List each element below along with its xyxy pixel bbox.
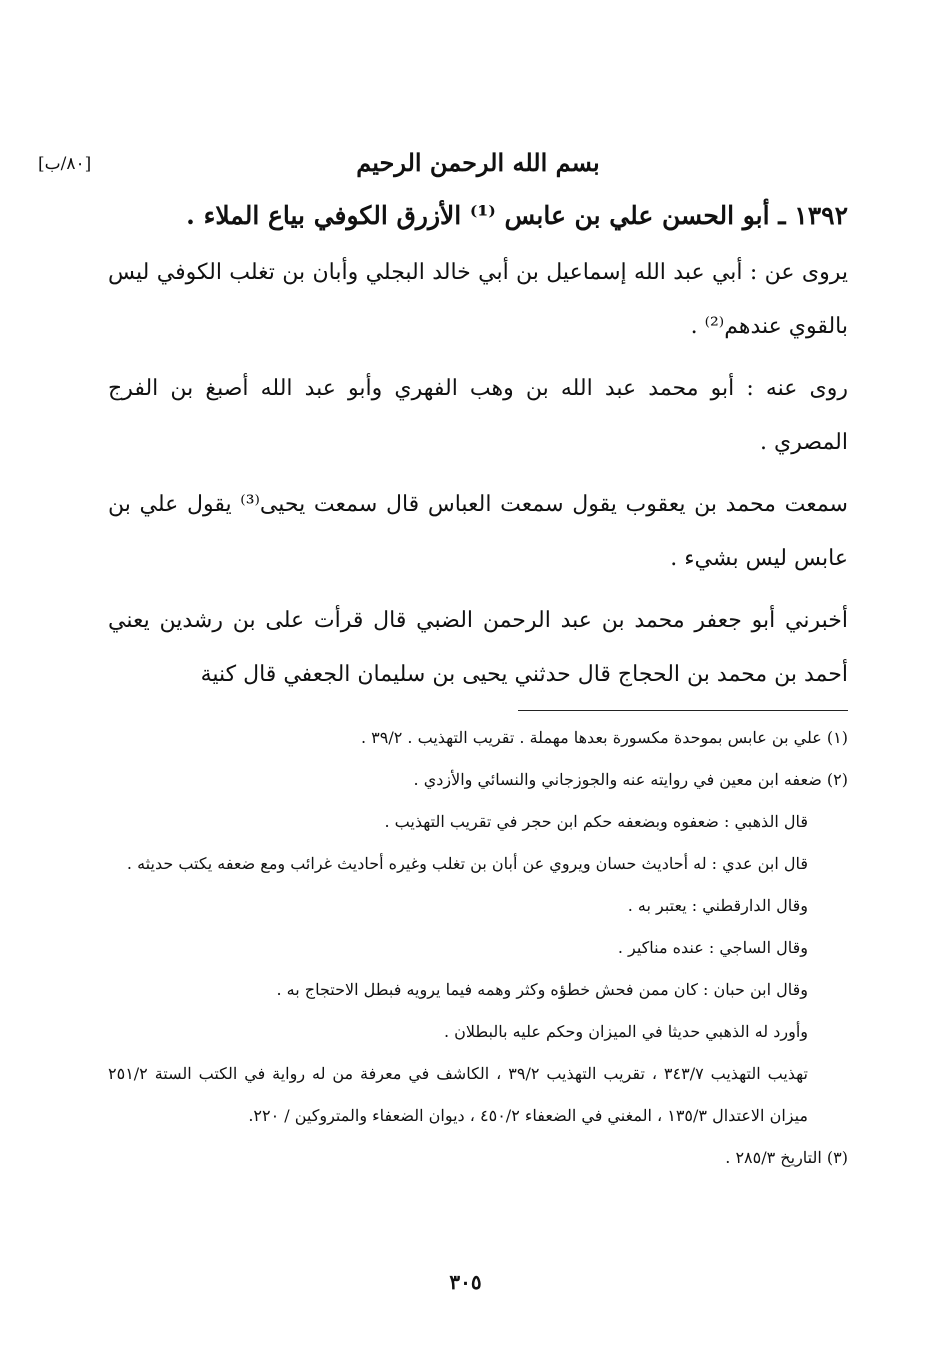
footnote-2: (٢) ضعفه ابن معين في روايته عنه والجوزجاني والنسائي والأزدي . <box>413 770 848 789</box>
footnote-2-ibn-adi: قال ابن عدي : له أحاديث حسان ويروي عن أبان بن تغلب وغيره أحاديث غرائب ومع ضعفه يكتب حديثه . <box>126 854 808 873</box>
footnote-2-saji: وقال الساجي : عنده مناكير . <box>617 938 808 957</box>
paragraph-yahya-statement: سمعت محمد بن يعقوب يقول سمعت العباس قال سمعت يحيى⁽³⁾ يقول علي بن عابس ليس بشيء . <box>108 492 848 571</box>
page-header <box>38 140 848 186</box>
paragraph-isnad: أخبرني أبو جعفر محمد بن عبد الرحمن الضبي قال قرأت على بن رشدين يعني أحمد بن محمد بن الحجاج قال حدثني يحيى بن سليمان الجعفي قال كنية <box>108 608 848 687</box>
footnote-3: (٣) التاريخ ٢٨٥/٣ . <box>725 1148 848 1167</box>
footnote-separator <box>518 710 848 711</box>
footnote-2-ibn-hibban: وقال ابن حبان : كان ممن فحش خطؤه وكثر وهمه فيما يرويه فبطل الاحتجاج به . <box>276 980 808 999</box>
footnote-2-daraqutni: وقال الدارقطني : يعتبر به . <box>627 896 808 915</box>
footnote-2-dhahabi: قال الذهبي : ضعفوه وبضعفه حكم ابن حجر في تقريب التهذيب . <box>384 812 808 831</box>
footnote-1: (١) علي بن عابس بموحدة مكسورة بعدها مهملة . تقريب التهذيب . ٣٩/٢ . <box>361 728 848 747</box>
footnote-2-mizan: وأورد له الذهبي حديثا في الميزان وحكم عليه بالبطلان . <box>443 1022 808 1041</box>
footnote-2-sources: تهذيب التهذيب ٣٤٣/٧ ، تقريب التهذيب ٣٩/٢ ، الكاشف في معرفة من له رواية في الكتب الستة ٢٥١/٢ ميزان الاعتدال ١٣٥/٣ ، المغني في الضعفاء ٤٥٠/٢ ، ديوان الضعفاء والمتروكين / ٢٢٠. <box>108 1064 809 1125</box>
folio-marker: [٨٠/ب] <box>38 154 92 174</box>
page-number: ٣٠٥ <box>449 1270 482 1294</box>
footnotes <box>108 717 848 1179</box>
page-body <box>38 140 848 1179</box>
basmala: بسم الله الرحمن الرحيم <box>356 148 600 177</box>
entry-heading: ١٣٩٢ ـ أبو الحسن علي بن عابس ⁽¹⁾ الأزرق الكوفي بياع الملاء . <box>186 201 848 230</box>
paragraph-narrated-by: روى عنه : أبو محمد عبد الله بن وهب الفهري وأبو عبد الله أصبغ بن الفرج المصري . <box>108 376 848 455</box>
paragraph-narrates-from: يروى عن : أبي عبد الله إسماعيل بن أبي خالد البجلي وأبان بن تغلب الكوفي ليس بالقوي عندهم⁽²⁾ . <box>108 260 848 339</box>
